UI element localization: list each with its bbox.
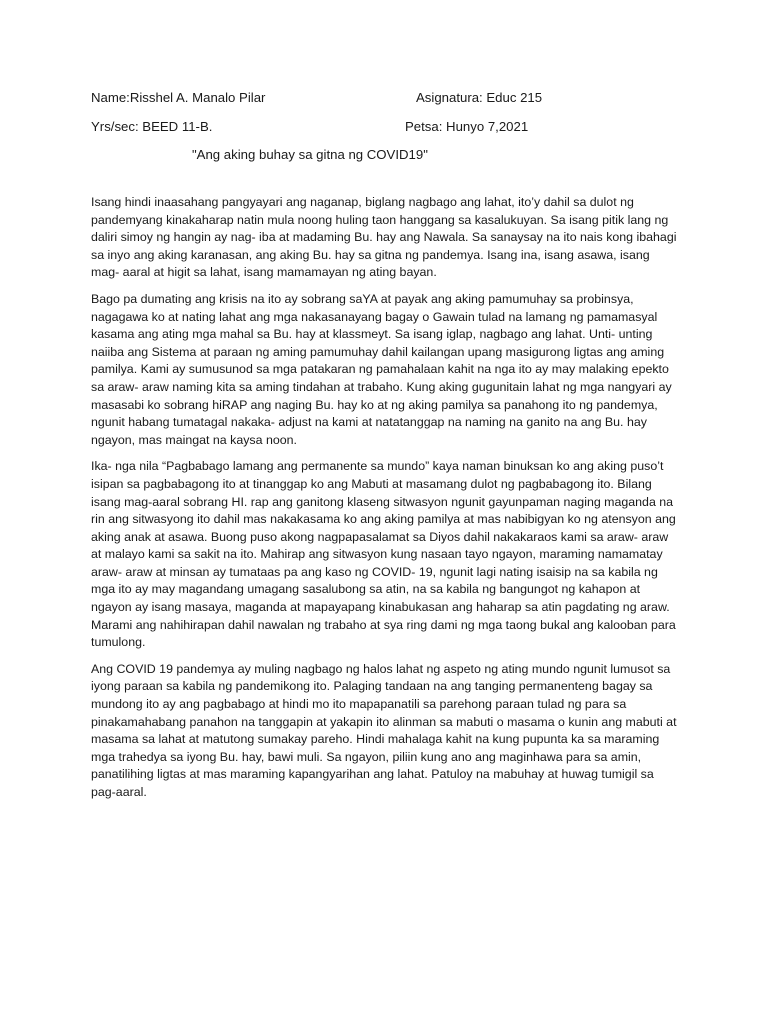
paragraph: Ika- nga nila “Pagbabago lamang ang permanente sa mundo” kaya naman binuksan ko ang aking puso’t isipan sa pagbabagong ito at tinanggap ko ang Mabuti at masamang dulot ng pagbabagong ito. Bilang isang mag-aaral sobrang HI. rap ang ganitong klaseng sitwasyon ngunit gayunpaman naging maganda na rin ang sitwasyong ito dahil mas nakakasama ko ang aking pamilya at mas nabibigyan ko ng atensyon ang aking anak at asawa. Buong puso akong nagpapasalamat sa Diyos dahil nakakaraos kami sa araw- araw at malayo kami sa sakit na ito. Mahirap ang sitwasyon kung nasaan tayo ngayon, maraming namamatay araw- araw at minsan ay tumataas pa ang kaso ng COVID- 19, ngunit lagi nating isaisip na sa kabila ng mga ito ay may magandang umagang sasalubong sa atin, na sa kabila ng bangungot ng kahapon at ngayon ay isang masaya, maganda at mapayapang kinabukasan ang haharap sa atin pagdating ng araw. Marami ang nahihirapan dahil nawalan ng trabaho at sya ring dami ng mga taong bukal ang kalooban para tumulong.	[91, 459, 676, 650]
essay-body	[91, 194, 681, 811]
paragraph: Isang hindi inaasahang pangyayari ang naganap, biglang nagbago ang lahat, ito’y dahil sa dulot ng pandemyang kinakaharap natin mula noong huling taon hanggang sa kasalukuyan. Sa isang pitik lang ng daliri simoy ng hangin ay nag- iba at madaming Bu. hay ang Nawala. Sa sanaysay na ito nais kong ibahagi sa inyo ang aking karanasan, ang aking Bu. hay sa gitna ng pandemya. Isang ina, isang asawa, isang mag- aaral at higit sa lahat, isang mamamayan ng ating bayan.	[91, 195, 677, 280]
essay-title: "Ang aking buhay sa gitna ng COVID19"	[192, 147, 428, 162]
subject-label: Asignatura: Educ 215	[416, 90, 543, 105]
paragraph: Ang COVID 19 pandemya ay muling nagbago ng halos lahat ng aspeto ng ating mundo ngunit lumusot sa iyong paraan sa kabila ng pandemikong ito. Palaging tandaan na ang tanging permanenteng bagay sa mundong ito ay ang pagbabago at hindi mo ito mapapanatili sa parehong paraan tulad ng para sa pinakamahabang panahon na tanggapin at yakapin ito alinman sa mabuti o masama o kunin ang mabuti at masama sa lahat at matutong sumakay pareho. Hindi mahalaga kahit na kung pupunta ka sa maraming mga trahedya sa iyong Bu. hay, bawi muli. Sa ngayon, piliin kung ano ang maginhawa para sa amin, panatilihing ligtas at mas maraming kapangyarihan ang lahat. Patuloy na mabuhay at huwag tumigil sa pag-aaral.	[91, 661, 677, 799]
student-name: Name:Risshel A. Manalo Pilar	[91, 90, 266, 105]
paragraph: Bago pa dumating ang krisis na ito ay sobrang saYA at payak ang aking pamumuhay sa probinsya, nagagawa ko at nating lahat ang mga nakasanayang bagay o Gawain tulad na lamang ng pamamasyal kasama ang ating mga mahal sa Bu. hay at klassmeyt. Sa isang iglap, nagbago ang lahat. Unti- unting naiiba ang Sistema at paraan ng aming pamumuhay dahil kailangan upang masigurong ligtas ang aming pamilya. Kami ay sumusunod sa mga patakaran ng pamahalaan kahit na nga ito ay may malaking epekto sa araw- araw naming kita sa aming tindahan at trabaho. Kung aking gugunitain lahat ng mga nangyari ay masasabi ko sobrang hiRAP ang naging Bu. hay ko at ng aking pamilya sa panahong ito ng pandemya, ngunit habang tumatagal nakaka- adjust na kami at natatanggap na naming na ganito na ang Bu. hay ngayon, mas maingat na kaysa noon.	[91, 291, 672, 447]
date-label: Petsa: Hunyo 7,2021	[405, 119, 529, 134]
year-section: Yrs/sec: BEED 11-B.	[91, 119, 213, 134]
